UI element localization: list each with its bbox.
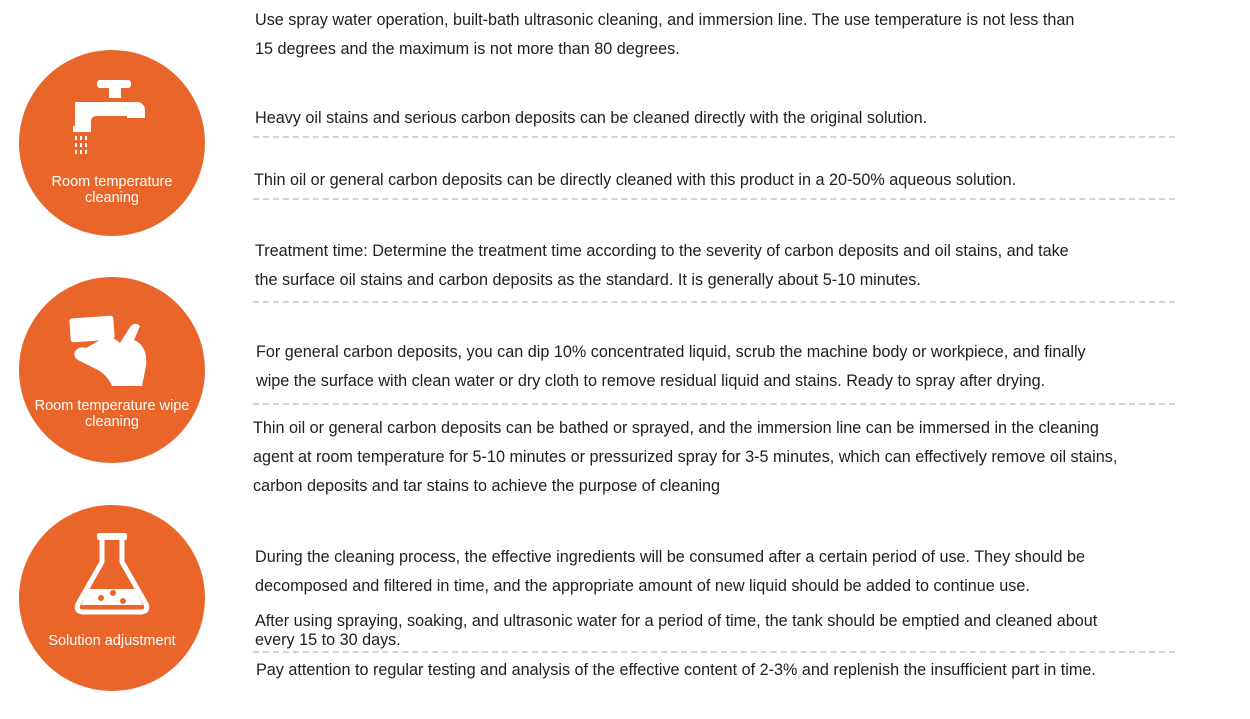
paragraph-thin-oil-aqueous: Thin oil or general carbon deposits can be directly cleaned with this product in a 20-50% aqueous solution. — [254, 171, 1017, 189]
text-line: wipe the surface with clean water or dry cloth to remove residual liquid and stains. Ready to spray after drying. — [256, 372, 1046, 390]
paragraph-tank-cleaning — [255, 612, 1097, 650]
text-line: carbon deposits and tar stains to achieve the purpose of cleaning — [253, 477, 721, 495]
text-line: the surface oil stains and carbon deposits as the standard. It is generally about 5-10 minutes. — [255, 271, 921, 289]
flask-icon — [19, 531, 205, 615]
text-line: Thin oil or general carbon deposits can be bathed or sprayed, and the immersion line can be immersed in the cleaning — [253, 419, 1099, 437]
section-label: Room temperature cleaning — [51, 174, 173, 206]
section-label: Room temperature wipe cleaning — [34, 398, 190, 430]
divider — [253, 301, 1175, 303]
divider — [253, 136, 1175, 138]
text-line: every 15 to 30 days. — [255, 631, 401, 649]
text-line: During the cleaning process, the effective ingredients will be consumed after a certain period of use. They should be — [255, 548, 1085, 566]
paragraph-testing: Pay attention to regular testing and analysis of the effective content of 2-3% and replenish the insufficient part in time. — [256, 661, 1096, 679]
text-line: decomposed and filtered in time, and the appropriate amount of new liquid should be added to continue use. — [255, 577, 1030, 595]
text-line: For general carbon deposits, you can dip 10% concentrated liquid, scrub the machine body or workpiece, and finally — [256, 343, 1086, 361]
divider — [253, 403, 1175, 405]
section-badge-solution-adjustment — [19, 505, 205, 691]
divider — [253, 198, 1175, 200]
text-line: agent at room temperature for 5-10 minutes or pressurized spray for 3-5 minutes, which can effectively remove oil stains, — [253, 448, 1118, 466]
section-label: Solution adjustment — [48, 633, 176, 649]
text-line: Treatment time: Determine the treatment time according to the severity of carbon deposits and oil stains, and take — [255, 242, 1069, 260]
paragraph-heavy-oil: Heavy oil stains and serious carbon deposits can be cleaned directly with the original solution. — [255, 109, 928, 127]
text-line: 15 degrees and the maximum is not more than 80 degrees. — [255, 40, 680, 58]
paragraph-consumption — [255, 543, 1085, 601]
section-badge-room-temperature-cleaning — [19, 50, 205, 236]
paragraph-temperature — [255, 6, 1074, 64]
paragraph-treatment-time — [255, 237, 1069, 295]
divider — [253, 651, 1175, 653]
text-line: Use spray water operation, built-bath ultrasonic cleaning, and immersion line. The use temperature is not less than — [255, 11, 1075, 29]
text-line: After using spraying, soaking, and ultrasonic water for a period of time, the tank should be emptied and cleaned about — [255, 612, 1098, 630]
paragraph-general-carbon-wipe — [256, 338, 1086, 396]
faucet-icon — [19, 76, 205, 160]
hand-wipe-icon — [19, 303, 205, 387]
section-badge-wipe-cleaning — [19, 277, 205, 463]
paragraph-bath-spray — [253, 414, 1117, 501]
